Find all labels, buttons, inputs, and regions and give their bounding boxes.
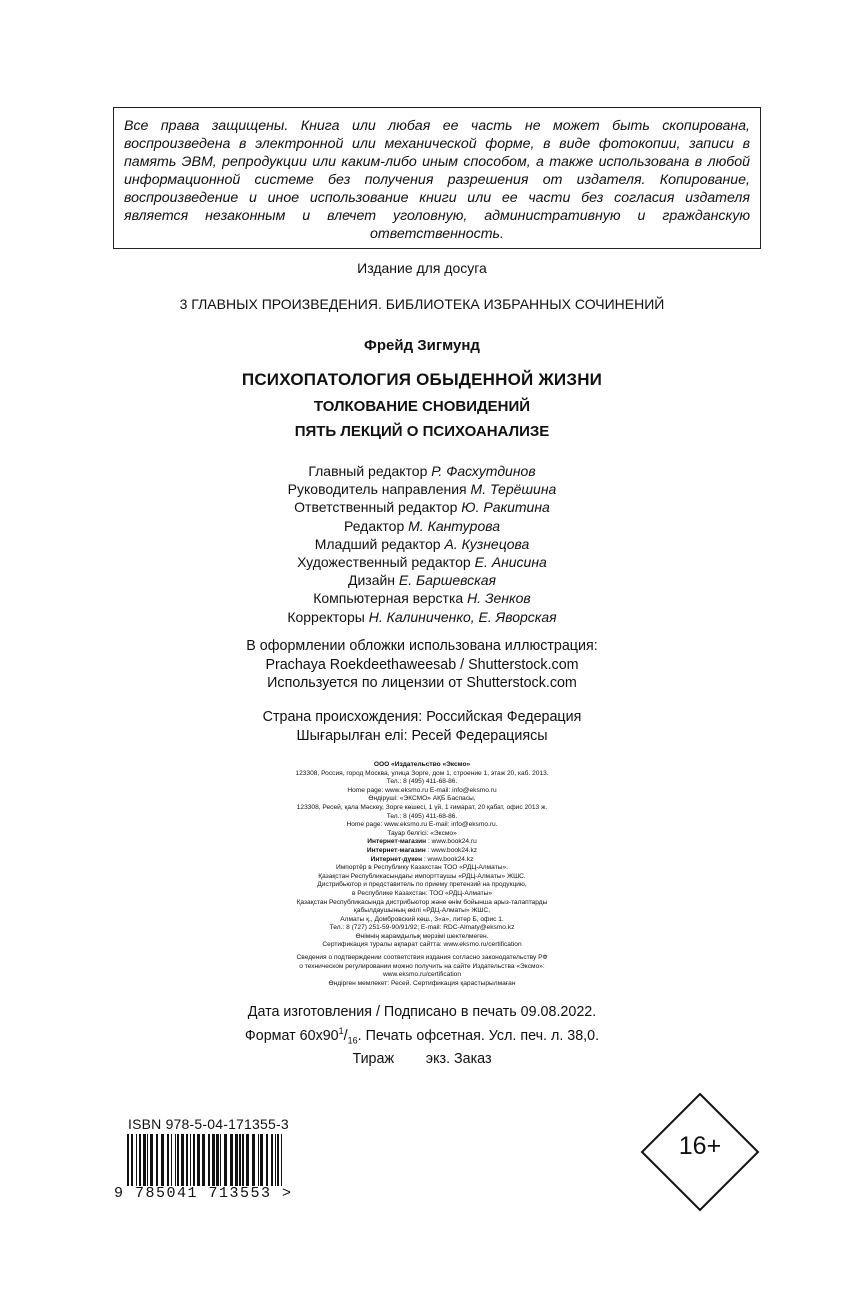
publisher-info-line: Өнімнің жарамдылық мерзімі шектелмеген. — [355, 932, 489, 940]
publisher-info-line: Импортёр в Республику Казахстан ТОО «РДЦ-Алматы». — [336, 864, 508, 872]
publisher-info-line: ООО «Издательство «Эксмо» — [373, 761, 471, 768]
origin-line: Шығарылған елі: Ресей Федерациясы — [296, 727, 548, 744]
publisher-info-line: в Республике Казахстан: ТОО «РДЦ-Алматы» — [351, 889, 493, 897]
publisher-info-line: Сведения о подтверждении соответствия издания согласно законодательству РФ — [296, 954, 548, 962]
publisher-info-line: Қазақстан Республикасында дистрибьютор және өнім бойынша арыз-талаптарды — [296, 898, 548, 906]
credit-line: Компьютерная верстка Н. Зенков — [313, 590, 531, 607]
cover-credit-line: В оформлении обложки использована иллюстрация: — [246, 638, 598, 654]
credit-line: Корректоры Н. Калиниченко, Е. Яворская — [287, 608, 557, 625]
book-title-1: ПСИХОПАТОЛОГИЯ ОБЫДЕННОЙ ЖИЗНИ — [241, 370, 603, 389]
publisher-info-line: Интернет-дүкен : www.book24.kz — [370, 855, 474, 863]
publisher-info — [0, 761, 844, 988]
publisher-info-line: Тел.: 8 (495) 411-68-86. — [386, 778, 458, 786]
publisher-info-line: 123308, Россия, город Москва, улица Зорге, дом 1, строение 1, этаж 20, каб. 2013. — [295, 769, 549, 777]
credit-line: Дизайн Е. Баршевская — [347, 572, 497, 589]
barcode-digits: 9 785041 713553 > — [114, 1185, 293, 1202]
publisher-info-line: Интернет-магазин : www.book24.ru — [367, 838, 477, 846]
publisher-info-line: қабылдаушының өкілі «РДЦ-Алматы» ЖШС, — [353, 907, 491, 915]
publisher-info-line: Интернет-магазин : www.book24.kz — [366, 846, 478, 854]
publisher-info-line: Тел.: 8 (495) 411-68-86. — [386, 812, 458, 820]
cover-credit-line: Prachaya Roekdeethaweesab / Shutterstock.com — [265, 656, 579, 673]
publisher-info-line: www.eksmo.ru/certification — [382, 971, 462, 979]
publisher-info-line: Сертификация туралы ақпарат сайтта: www.eksmo.ru/certification — [322, 941, 522, 949]
credit-line: Ответственный редактор Ю. Ракитина — [294, 499, 550, 516]
print-info — [0, 1003, 844, 1068]
cover-credit-line: Используется по лицензии от Shutterstock.com — [267, 675, 577, 691]
credit-line: Руководитель направления М. Терёшина — [287, 481, 557, 498]
credit-line: Главный редактор Р. Фасхутдинов — [308, 463, 536, 479]
author-name: Фрейд Зигмунд — [364, 337, 480, 354]
print-run: Тираж экз. Заказ — [352, 1050, 492, 1067]
publisher-info-line: Тауар белгісі: «Эксмо» — [387, 829, 457, 837]
print-format: Формат $60x90^1/_{16}$. Печать офсетная. Усл. печ. л. 38,0. — [244, 1025, 600, 1046]
publisher-info-line: Тел.: 8 (727) 251-59-90/91/92; E-mail: RDC-Almaty@eksmo.kz — [329, 924, 515, 932]
isbn: ISBN 978-5-04-171355-3 — [128, 1116, 289, 1132]
publisher-info-line: Алматы қ., Домбровский көш., 3«а», литер Б, офис 1. — [340, 915, 504, 923]
publisher-info-line: Өндірген мемлекет: Ресей. Сертификация қарастырылмаған — [328, 979, 516, 987]
credit-line: Младший редактор А. Кузнецова — [314, 535, 530, 552]
age-rating: 16+ — [678, 1132, 722, 1160]
publisher-info-line: Өндіруші: «ЭКСМО» АҚБ Баспасы, — [368, 795, 476, 803]
publisher-info-line: Қазақстан Республикасындағы импорттаушы «РДЦ-Алматы» ЖШС. — [318, 872, 526, 880]
credits-list — [0, 462, 844, 626]
edition-type: Издание для досуга — [357, 260, 487, 276]
credit-line: Редактор М. Кантурова — [343, 517, 501, 534]
origin-line: Страна происхождения: Российская Федерация — [262, 709, 582, 725]
book-title-2: ТОЛКОВАНИЕ СНОВИДЕНИЙ — [313, 398, 531, 415]
series-title: 3 ГЛАВНЫХ ПРОИЗВЕДЕНИЯ. БИБЛИОТЕКА ИЗБРАННЫХ СОЧИНЕНИЙ — [179, 296, 665, 312]
publisher-info-line: 123308, Ресей, қала Мәскеу, Зорге көшесі, 1 үй, 1 ғимарат, 20 қабат, офис 2013 ж. — [296, 803, 548, 811]
credit-line: Художественный редактор Е. Анисина — [297, 554, 547, 571]
publisher-info-line: Дистрибьютор и представитель по приему претензий на продукцию, — [317, 881, 527, 889]
rights-notice: Все права защищены. Книга или любая ее часть не может быть скопирована, воспроизведена в электронной или механической форме, в виде фотокопии, записи в память ЭВМ, репродукции или каким-либо иным способом, а также использована в любой информационной системе без получения разрешения от издателя. Копирование, воспроизведение и иное использование книги или ее части без согласия издателя является незаконным и влечет уголовную, административную и гражданскую ответственность. — [124, 118, 750, 242]
country-of-origin — [0, 708, 844, 745]
publisher-info-line: Home page: www.eksmo.ru E-mail: info@eksmo.ru. — [346, 821, 498, 829]
cover-credit — [0, 637, 844, 693]
book-title-3: ПЯТЬ ЛЕКЦИЙ О ПСИХОАНАЛИЗЕ — [294, 423, 550, 440]
publisher-info-line: Home page: www.eksmo.ru E-mail: info@eksmo.ru — [347, 786, 497, 794]
barcode — [126, 1134, 284, 1186]
print-date: Дата изготовления / Подписано в печать 09.08.2022. — [247, 1004, 597, 1020]
rights-notice-box — [113, 107, 761, 249]
publisher-info-line: о техническом регулировании можно получить на сайте Издательства «Эксмо»: — [299, 962, 545, 970]
